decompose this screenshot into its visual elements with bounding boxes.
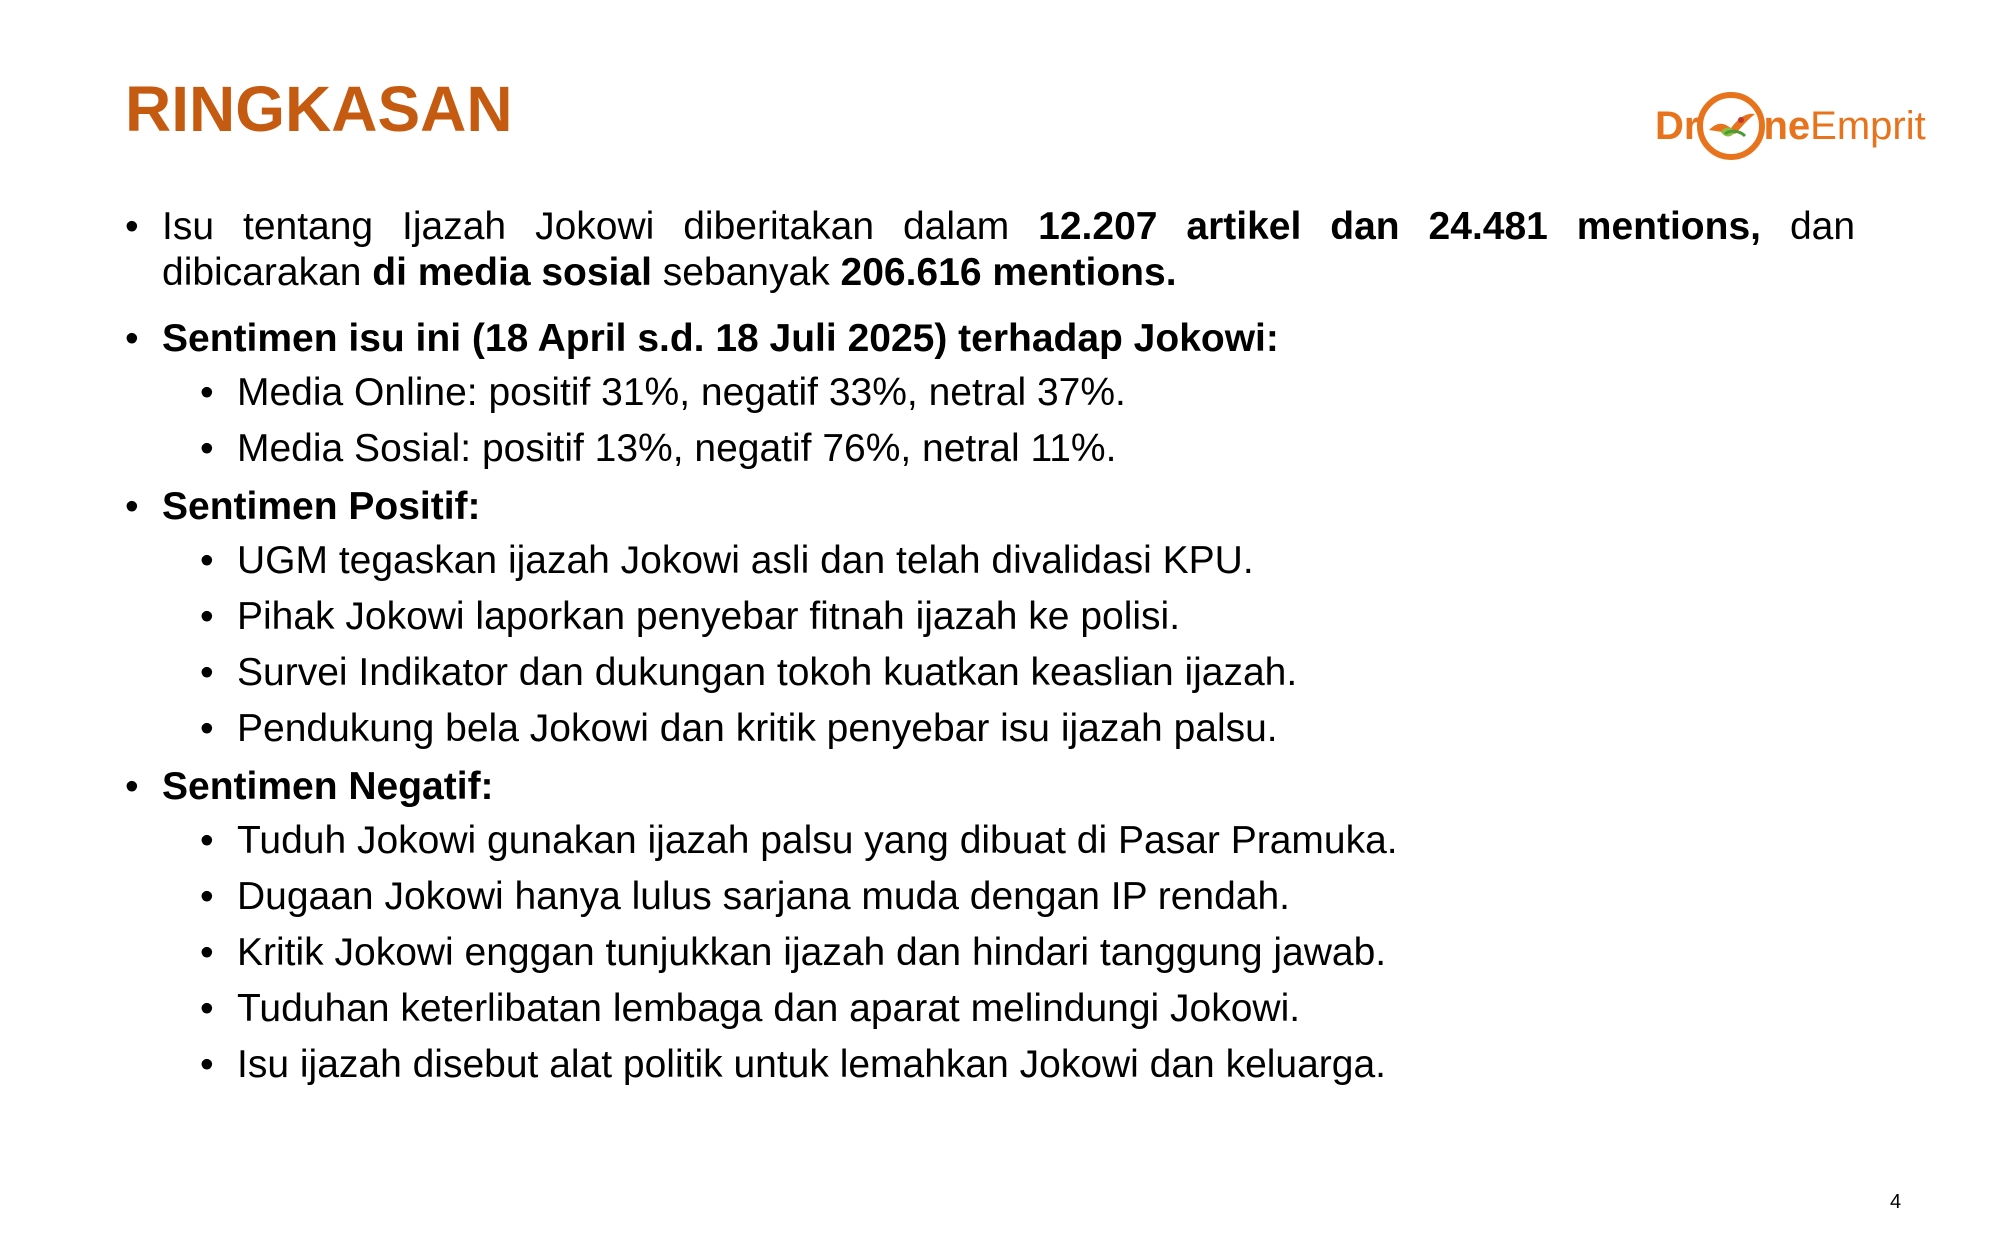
list-item [125, 930, 1855, 976]
bullet-coverage [125, 204, 1855, 296]
positive-item: UGM tegaskan ijazah Jokowi asli dan telah divalidasi KPU. [237, 539, 1254, 582]
coverage-text-3: sebanyak [651, 251, 841, 294]
coverage-text-2: dan dibicarakan [162, 205, 1856, 294]
sentiment-social: Media Sosial: positif 13%, negatif 76%, netral 11%. [237, 427, 1117, 470]
slide-title: RINGKASAN [125, 73, 513, 145]
logo-text-emprit: Emprit [1810, 103, 1926, 148]
negative-item: Dugaan Jokowi hanya lulus sarjana muda dengan IP rendah. [237, 875, 1290, 918]
bullet-marker: • [200, 707, 214, 750]
bullet-marker: • [125, 205, 139, 248]
bullet-marker: • [200, 987, 214, 1030]
negative-item: Tuduhan keterlibatan lembaga dan aparat melindungi Jokowi. [237, 987, 1301, 1030]
bullet-marker: • [200, 875, 214, 918]
bullet-marker: • [125, 317, 139, 360]
coverage-mentions-count: 206.616 mentions. [840, 251, 1177, 294]
bullet-marker: • [200, 931, 214, 974]
bullet-sentiment [125, 316, 1855, 362]
logo-text-dr: Dr [1655, 103, 1700, 148]
bullet-marker: • [200, 427, 214, 470]
list-item [125, 706, 1855, 752]
bullet-marker: • [200, 1043, 214, 1086]
positive-heading: Sentimen Positif: [162, 485, 481, 528]
page-number: 4 [1890, 1191, 1902, 1213]
summary-content [125, 204, 1855, 1088]
bullet-marker: • [125, 765, 139, 808]
coverage-text [162, 204, 1855, 296]
negative-item: Isu ijazah disebut alat politik untuk lemahkan Jokowi dan keluarga. [237, 1043, 1387, 1086]
negative-item: Tuduh Jokowi gunakan ijazah palsu yang dibuat di Pasar Pramuka. [237, 819, 1398, 862]
negative-heading: Sentimen Negatif: [162, 765, 494, 808]
droneemprit-logo [1655, 88, 1926, 164]
sentiment-heading: Sentimen isu ini (18 April s.d. 18 Juli 2025) terhadap Jokowi: [162, 317, 1279, 360]
positive-item: Survei Indikator dan dukungan tokoh kuatkan keaslian ijazah. [237, 651, 1298, 694]
bullet-marker: • [200, 595, 214, 638]
list-item [125, 986, 1855, 1032]
negative-list [125, 818, 1855, 1088]
bullet-marker: • [125, 485, 139, 528]
list-item [125, 538, 1855, 584]
list-item [125, 874, 1855, 920]
drone-bird-icon [1695, 90, 1767, 162]
list-item [125, 426, 1855, 472]
coverage-article-count: 12.207 artikel dan 24.481 mentions, [1038, 205, 1761, 248]
coverage-social-media: di media sosial [372, 251, 652, 294]
coverage-text-1: Isu tentang Ijazah Jokowi diberitakan dalam [162, 205, 1039, 248]
logo-text-ne: ne [1763, 103, 1811, 148]
positive-item: Pendukung bela Jokowi dan kritik penyebar isu ijazah palsu. [237, 707, 1278, 750]
bullet-marker: • [200, 539, 214, 582]
positive-list [125, 538, 1855, 752]
list-item [125, 594, 1855, 640]
positive-item: Pihak Jokowi laporkan penyebar fitnah ijazah ke polisi. [237, 595, 1181, 638]
bullet-marker: • [200, 371, 214, 414]
bullet-positive [125, 484, 1855, 530]
list-item [125, 650, 1855, 696]
bullet-marker: • [200, 651, 214, 694]
sentiment-list [125, 370, 1855, 472]
bullet-negative [125, 764, 1855, 810]
list-item [125, 1042, 1855, 1088]
bullet-marker: • [200, 819, 214, 862]
sentiment-online: Media Online: positif 31%, negatif 33%, netral 37%. [237, 371, 1126, 414]
negative-item: Kritik Jokowi enggan tunjukkan ijazah dan hindari tanggung jawab. [237, 931, 1387, 974]
list-item [125, 370, 1855, 416]
list-item [125, 818, 1855, 864]
